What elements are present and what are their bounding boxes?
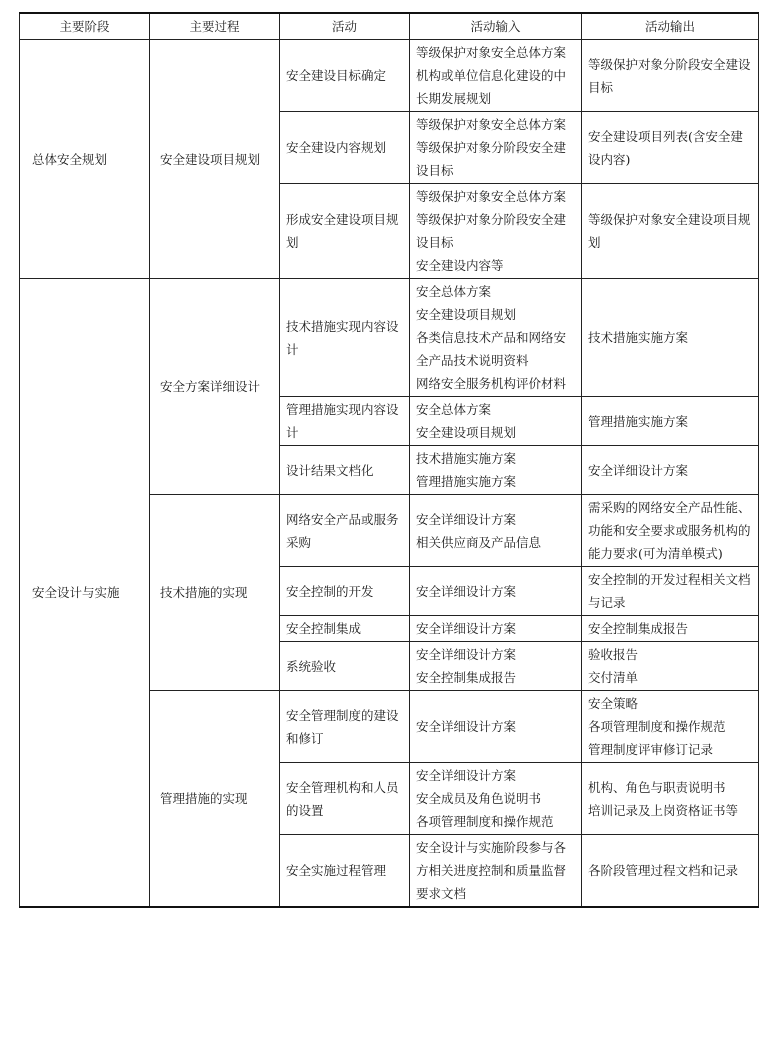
output-line: 安全控制的开发过程相关文档与记录 [588,572,751,610]
input-cell [410,495,582,567]
process-cell: 管理措施的实现 [150,691,280,908]
activity-cell: 系统验收 [280,642,410,691]
output-cell [582,691,759,763]
output-line: 验收报告 [588,647,639,662]
output-line: 安全详细设计方案 [588,462,689,478]
output-line: 交付清单 [588,670,639,685]
input-line: 安全设计与实施阶段参与各方相关进度控制和质量监督要求文档 [416,840,567,901]
input-cell [410,835,582,908]
input-line: 等级保护对象分阶段安全建设目标 [416,212,567,250]
input-line: 技术措施实施方案 [416,451,517,466]
input-line: 安全建设项目规划 [416,425,517,440]
header-output: 活动输出 [582,13,759,40]
input-line: 等级保护对象安全总体方案 [416,45,567,60]
input-cell [410,567,582,616]
input-line: 等级保护对象安全总体方案 [416,189,567,204]
input-line: 安全详细设计方案 [416,647,517,662]
output-line: 等级保护对象安全建设项目规划 [588,212,751,250]
input-cell [410,691,582,763]
stage-cell: 总体安全规划 [20,40,150,279]
output-line: 培训记录及上岗资格证书等 [588,802,739,818]
input-line: 管理措施实施方案 [416,474,517,489]
activity-cell: 安全建设内容规划 [280,112,410,184]
header-stage: 主要阶段 [20,13,150,40]
input-line: 安全详细设计方案 [416,583,517,599]
output-cell [582,835,759,908]
input-line: 安全详细设计方案 [416,719,517,734]
activity-cell: 管理措施实现内容设计 [280,397,410,446]
output-cell [582,279,759,397]
input-line: 网络安全服务机构评价材料 [416,376,567,391]
output-line: 管理措施实施方案 [588,413,689,429]
output-line: 各项管理制度和操作规范 [588,719,726,734]
input-line: 安全控制集成报告 [416,670,517,685]
output-cell [582,616,759,642]
output-line: 技术措施实施方案 [588,330,689,345]
output-line: 需采购的网络安全产品性能、功能和安全要求或服务机构的能力要求(可为清单模式) [588,500,751,561]
input-line: 等级保护对象安全总体方案 [416,117,567,132]
input-line: 各项管理制度和操作规范 [416,814,554,829]
output-cell [582,40,759,112]
activity-cell: 安全实施过程管理 [280,835,410,908]
activity-table [19,12,759,908]
table-row [20,279,759,397]
input-cell [410,763,582,835]
process-cell: 安全建设项目规划 [150,40,280,279]
input-cell [410,279,582,397]
output-line: 安全控制集成报告 [588,621,689,636]
input-cell [410,642,582,691]
input-cell [410,112,582,184]
output-cell [582,397,759,446]
input-line: 安全详细设计方案 [416,621,517,636]
input-line: 安全成员及角色说明书 [416,791,542,806]
header-process: 主要过程 [150,13,280,40]
output-line: 等级保护对象分阶段安全建设目标 [588,56,751,95]
activity-cell: 网络安全产品或服务采购 [280,495,410,567]
input-cell [410,397,582,446]
activity-cell: 形成安全建设项目规划 [280,184,410,279]
input-cell [410,446,582,495]
table-body [20,40,759,908]
output-cell [582,184,759,279]
activity-cell: 技术措施实现内容设计 [280,279,410,397]
activity-cell: 安全控制的开发 [280,567,410,616]
output-cell [582,446,759,495]
output-cell [582,642,759,691]
input-line: 等级保护对象分阶段安全建设目标 [416,140,567,178]
table-header-row [20,13,759,40]
output-line: 机构、角色与职责说明书 [588,779,726,795]
input-line: 安全建设项目规划 [416,307,517,322]
activity-cell: 设计结果文档化 [280,446,410,495]
process-cell: 技术措施的实现 [150,495,280,691]
output-line: 安全策略 [588,696,639,711]
output-cell [582,112,759,184]
output-line: 各阶段管理过程文档和记录 [588,863,739,878]
input-line: 安全详细设计方案 [416,768,517,783]
activity-cell: 安全控制集成 [280,616,410,642]
activity-cell: 安全建设目标确定 [280,40,410,112]
output-line: 安全建设项目列表(含安全建设内容) [588,128,743,167]
input-line: 相关供应商及产品信息 [416,534,542,550]
input-line: 机构或单位信息化建设的中长期发展规划 [416,68,567,106]
output-cell [582,567,759,616]
input-line: 安全建设内容等 [416,258,504,273]
output-line: 管理制度评审修订记录 [588,742,714,757]
table-row [20,40,759,112]
stage-cell: 安全设计与实施 [20,279,150,908]
header-activity: 活动 [280,13,410,40]
input-cell [410,616,582,642]
activity-cell: 安全管理制度的建设和修订 [280,691,410,763]
input-line: 安全详细设计方案 [416,511,517,527]
output-cell [582,495,759,567]
input-line: 各类信息技术产品和网络安全产品技术说明资料 [416,330,567,368]
activity-cell: 安全管理机构和人员的设置 [280,763,410,835]
input-line: 安全总体方案 [416,284,492,299]
input-line: 安全总体方案 [416,402,492,417]
process-cell: 安全方案详细设计 [150,279,280,495]
input-cell [410,40,582,112]
header-input: 活动输入 [410,13,582,40]
output-cell [582,763,759,835]
input-cell [410,184,582,279]
